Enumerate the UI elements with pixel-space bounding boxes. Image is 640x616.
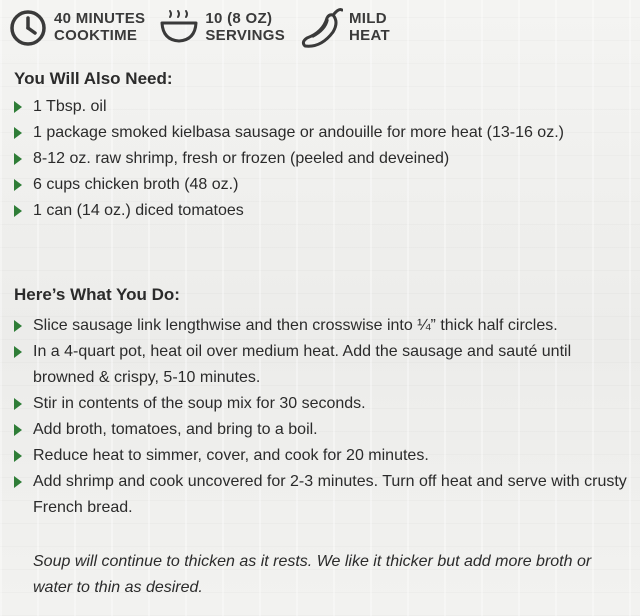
bullet-arrow-icon [14,320,22,332]
cooktime-label: COOKTIME [54,27,138,44]
bullet-arrow-icon [14,424,22,436]
needs-list [14,94,634,224]
bullet-arrow-icon [14,127,22,139]
servings-stat [159,7,285,47]
list-item: Slice sausage link lengthwise and then crosswise into ¼” thick half circles. [14,313,634,339]
needs-heading: You Will Also Need: [14,69,173,88]
list-item: 6 cups chicken broth (48 oz.) [14,172,634,198]
resting-note: Soup will continue to thicken as it rests. We like it thicker but add more broth or water to thin as desired. [33,553,592,596]
bullet-arrow-icon [14,450,22,462]
list-item: 8-12 oz. raw shrimp, fresh or frozen (peeled and deveined) [14,146,634,172]
bullet-arrow-icon [14,153,22,165]
bullet-arrow-icon [14,476,22,488]
heat-label: HEAT [349,27,390,44]
servings-label: SERVINGS [205,27,286,44]
steps-list [14,313,634,521]
cooktime-stat [8,7,145,47]
chili-pepper-icon [299,6,343,48]
list-item: Reduce heat to simmer, cover, and cook for 20 minutes. [14,443,634,469]
list-item: In a 4-quart pot, heat oil over medium heat. Add the sausage and sauté until browned & crispy, 5-10 minutes. [14,339,634,391]
list-item: Add shrimp and cook uncovered for 2-3 minutes. Turn off heat and serve with crusty French bread. [14,469,634,521]
heat-stat [299,6,390,48]
clock-icon [8,7,48,47]
bullet-arrow-icon [14,179,22,191]
list-item: Stir in contents of the soup mix for 30 seconds. [14,391,634,417]
soup-bowl-icon [159,7,199,47]
heat-value: MILD [349,10,387,27]
servings-value: 10 (8 OZ) [205,10,273,27]
list-item: Add broth, tomatoes, and bring to a boil. [14,417,634,443]
bullet-arrow-icon [14,346,22,358]
bullet-arrow-icon [14,398,22,410]
steps-heading: Here’s What You Do: [14,285,180,304]
list-item: 1 package smoked kielbasa sausage or andouille for more heat (13-16 oz.) [14,120,634,146]
bullet-arrow-icon [14,101,22,113]
recipe-stats [8,6,404,48]
list-item: 1 can (14 oz.) diced tomatoes [14,198,634,224]
list-item: 1 Tbsp. oil [14,94,634,120]
cooktime-value: 40 MINUTES [54,10,146,27]
bullet-arrow-icon [14,205,22,217]
